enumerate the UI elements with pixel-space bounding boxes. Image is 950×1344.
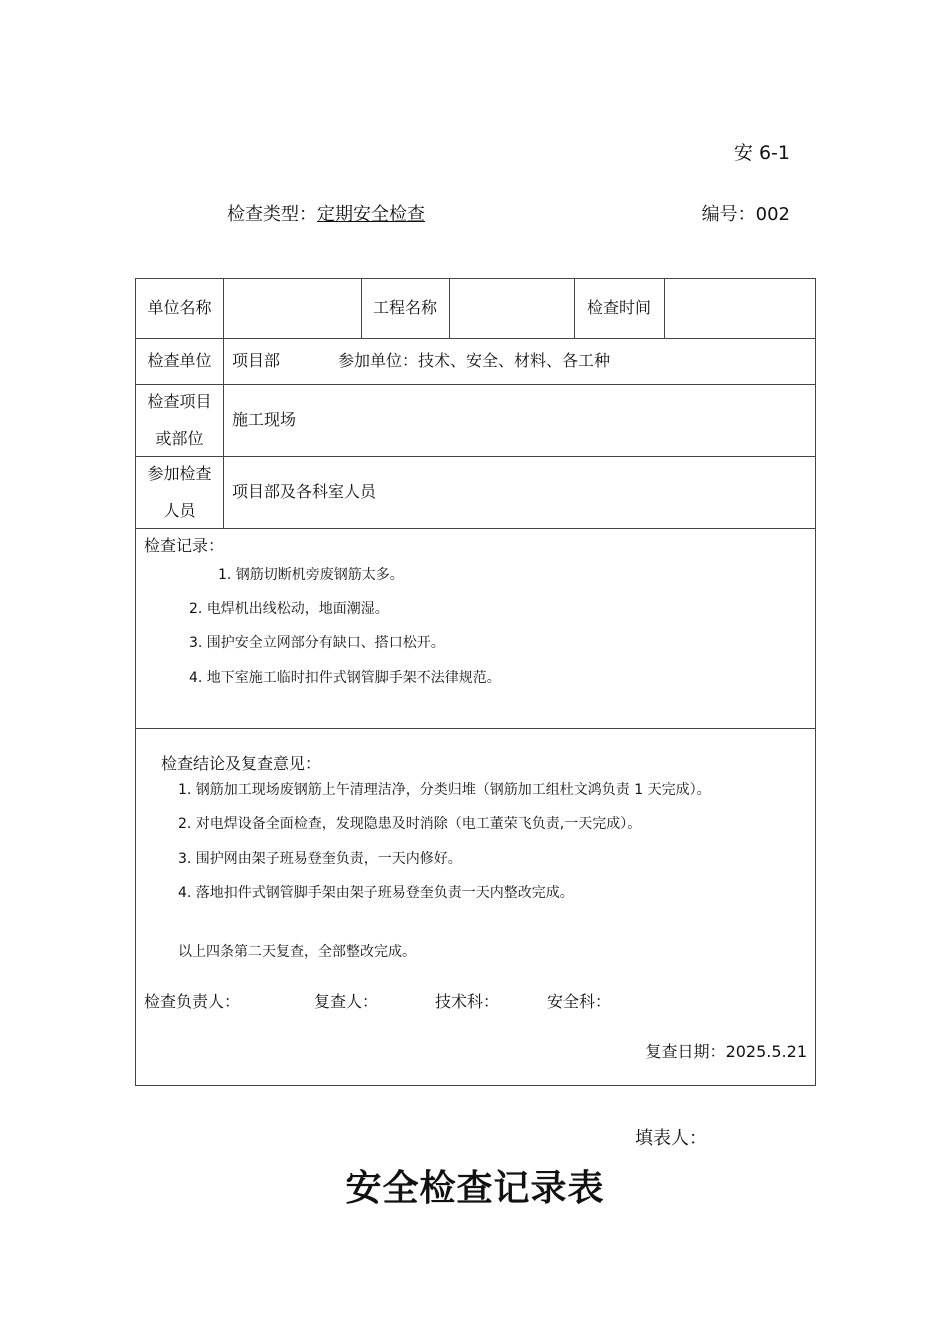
check-time-label: 检查时间 — [586, 298, 651, 317]
check-type-label: 检查类型： — [227, 204, 317, 225]
column-divider — [449, 279, 450, 338]
form-code: 安 6-1 — [733, 142, 790, 164]
column-divider — [664, 279, 665, 338]
record-item: 4. 地下室施工临时扣件式钢管脚手架不法律规范。 — [189, 670, 501, 686]
participating-units — [338, 348, 610, 371]
records-label: 检查记录： — [144, 536, 225, 555]
check-item-label — [136, 383, 223, 457]
participating-units-value: 技术、安全、材料、各工种 — [418, 351, 611, 370]
record-number — [702, 200, 790, 226]
reviewer-signature-label: 复查人： — [314, 992, 379, 1011]
review-date — [646, 1039, 807, 1062]
document-title: 安全检查记录表 — [345, 1168, 605, 1209]
review-date-label: 复查日期： — [645, 1042, 726, 1061]
participants-value: 项目部及各科室人员 — [232, 482, 377, 501]
participants-label-line1: 参加检查 — [147, 464, 212, 483]
participating-units-label: 参加单位： — [338, 351, 419, 370]
row-divider — [136, 338, 815, 339]
row-divider — [136, 384, 815, 385]
conclusion-item: 4. 落地扣件式钢管脚手架由架子班易登奎负责一天内整改完成。 — [178, 885, 574, 901]
conclusion-label: 检查结论及复查意见： — [161, 754, 322, 773]
participants-label-line2: 人员 — [163, 501, 196, 520]
check-item-label-line1: 检查项目 — [147, 392, 212, 411]
review-date-value: 2025.5.21 — [725, 1042, 807, 1061]
record-number-value: 002 — [755, 204, 790, 225]
record-item: 2. 电焊机出线松动，地面潮湿。 — [189, 601, 389, 617]
row-divider — [136, 728, 815, 729]
record-number-label: 编号： — [701, 204, 756, 225]
row-divider — [136, 528, 815, 529]
check-type-value: 定期安全检查 — [317, 204, 425, 225]
safety-dept-signature-label: 安全科： — [547, 992, 612, 1011]
check-unit-label: 检查单位 — [147, 351, 212, 370]
column-divider — [223, 279, 224, 529]
conclusion-item: 1. 钢筋加工现场废钢筋上午清理洁净，分类归堆（钢筋加工组杜文鸿负责 1 天完成）。 — [178, 782, 711, 798]
unit-name-label: 单位名称 — [147, 298, 212, 317]
project-name-label: 工程名称 — [372, 298, 437, 317]
record-item: 1. 钢筋切断机旁废钢筋太多。 — [218, 567, 404, 583]
row-divider — [136, 456, 815, 457]
check-type — [227, 200, 425, 226]
tech-dept-signature-label: 技术科： — [435, 992, 500, 1011]
form-filler-label: 填表人： — [635, 1128, 707, 1149]
inspection-form-table — [135, 278, 816, 1086]
check-item-label-line2: 或部位 — [155, 429, 204, 448]
record-item: 3. 围护安全立网部分有缺口、搭口松开。 — [189, 635, 445, 651]
inspector-signature-label: 检查负责人： — [144, 992, 241, 1011]
participants-label — [136, 455, 223, 529]
check-unit-value: 项目部 — [232, 351, 281, 370]
conclusion-item: 3. 围护网由架子班易登奎负责，一天内修好。 — [178, 851, 462, 867]
conclusion-item: 2. 对电焊设备全面检查，发现隐患及时消除（电工董荣飞负责,一天完成）。 — [178, 816, 642, 832]
conclusion-summary: 以上四条第二天复查，全部整改完成。 — [178, 944, 416, 960]
check-item-value: 施工现场 — [232, 410, 297, 429]
